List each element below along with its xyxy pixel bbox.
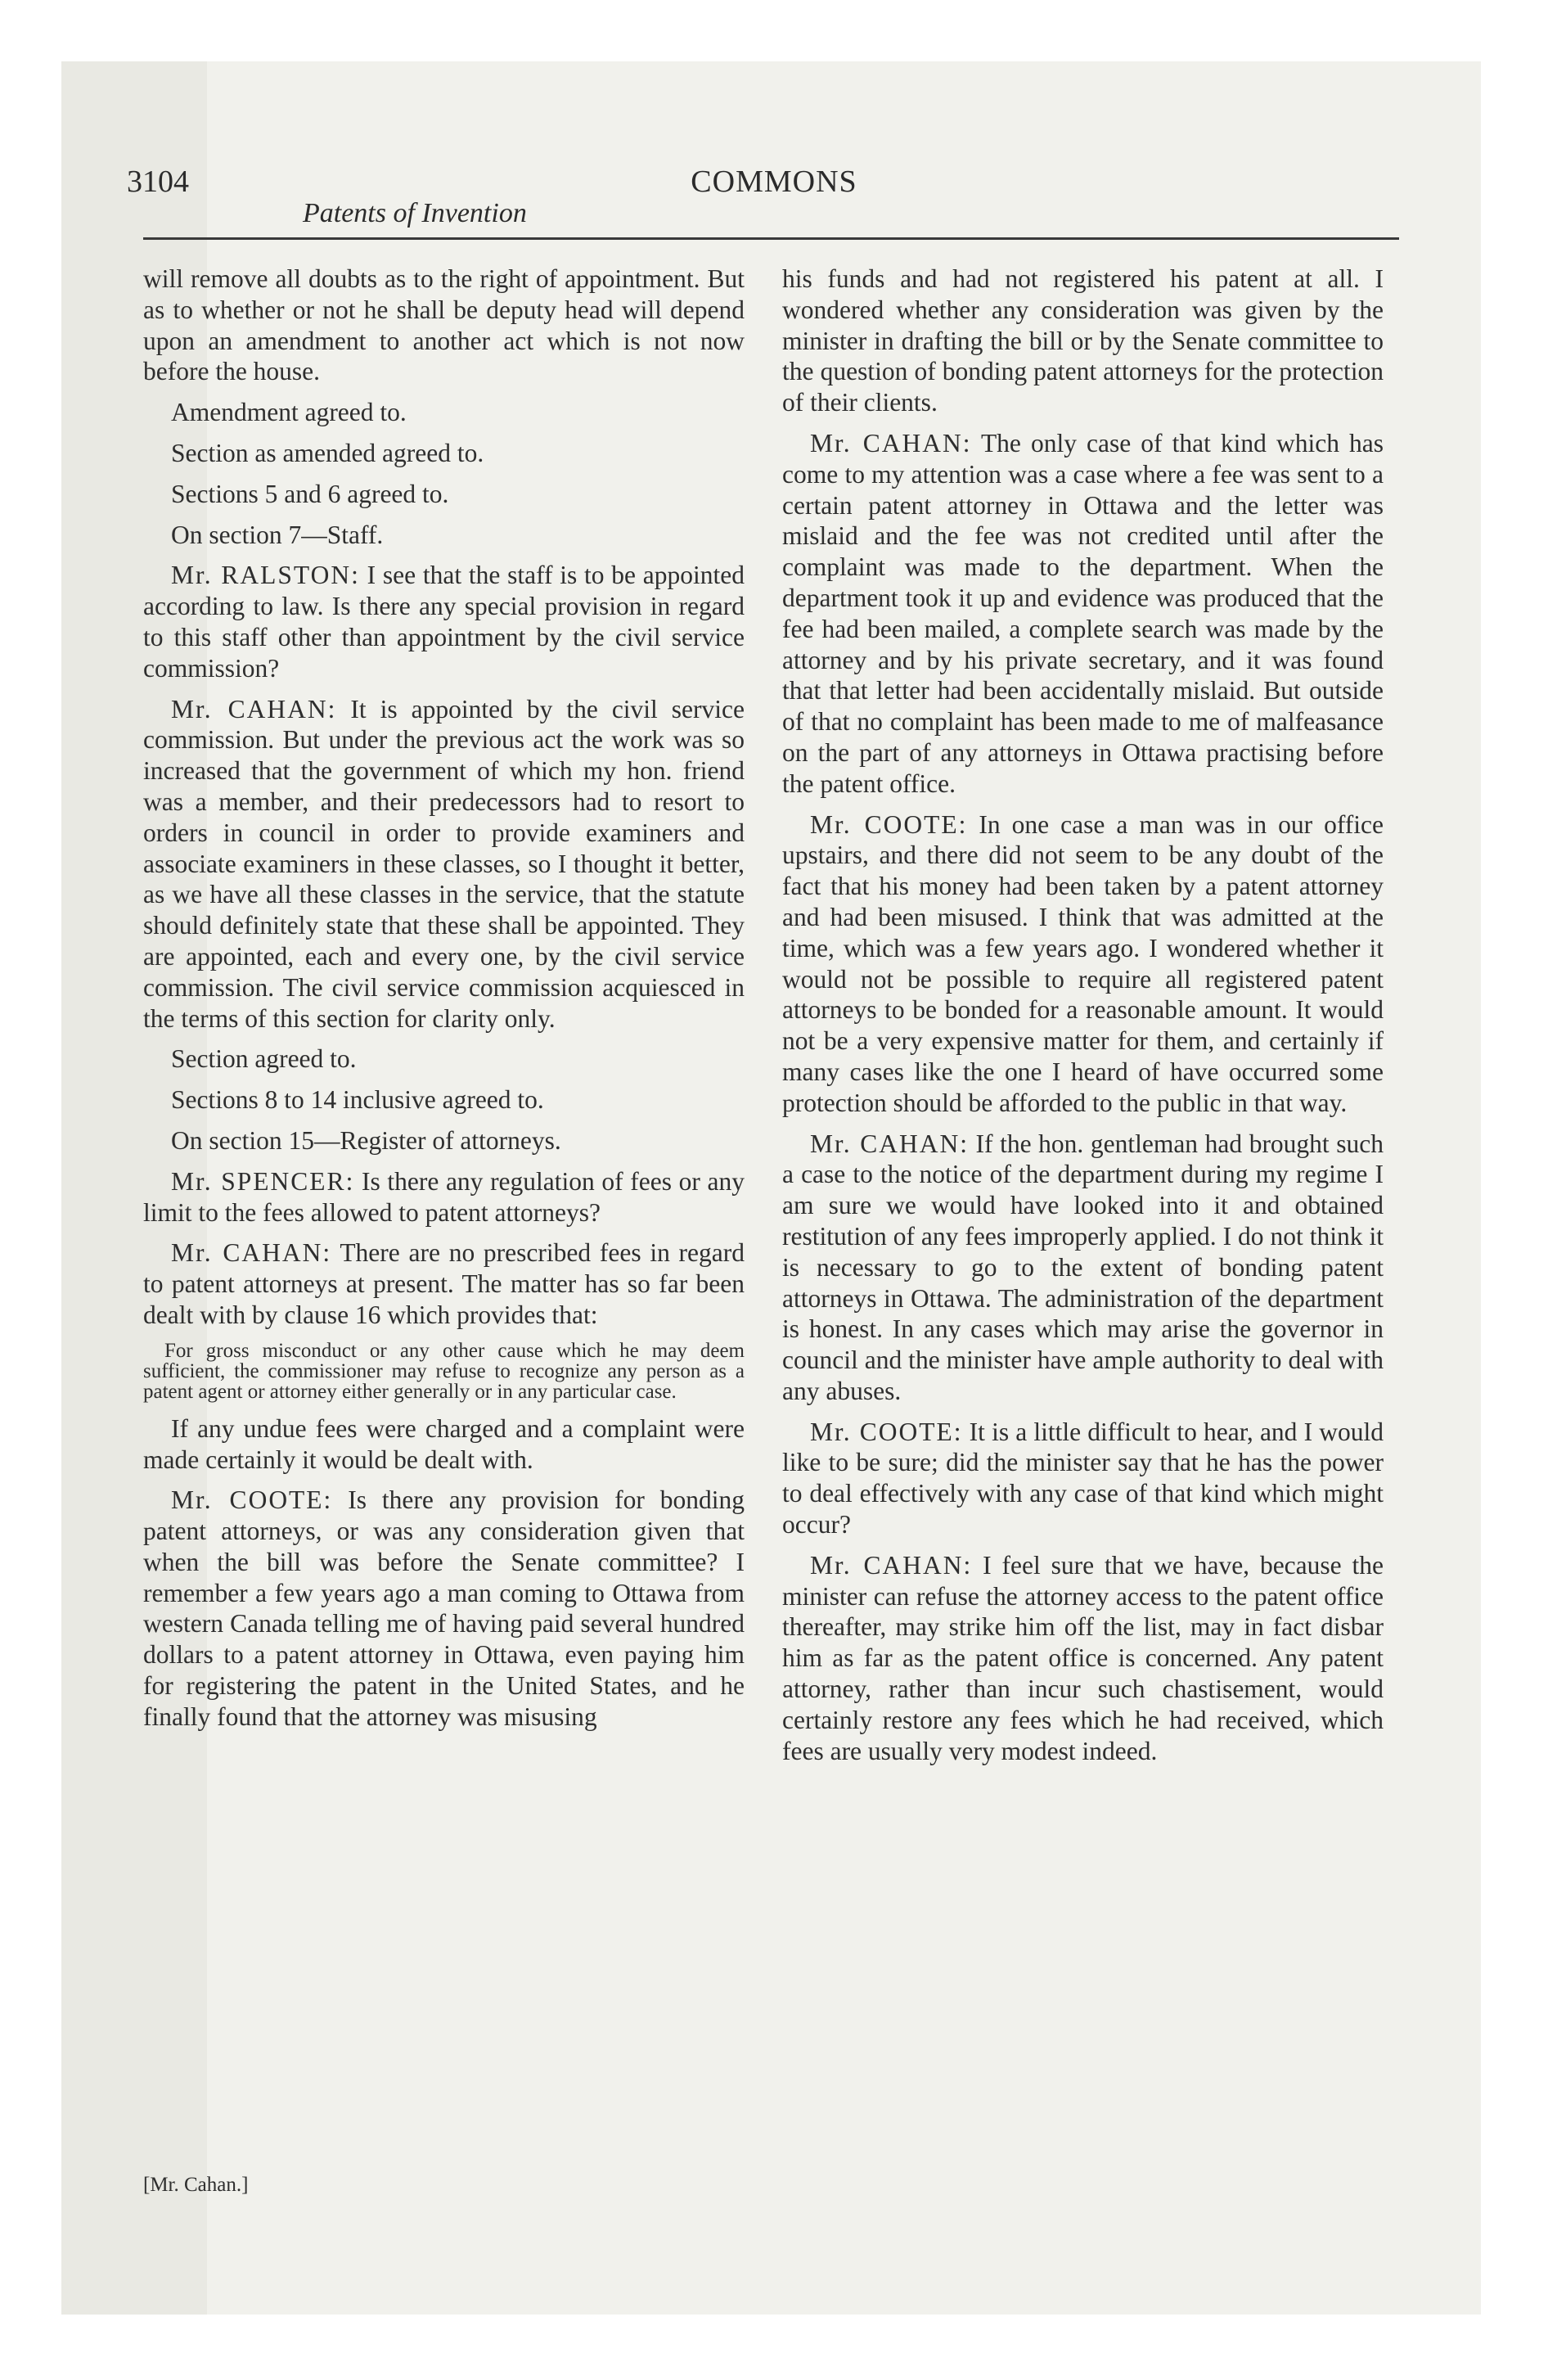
speech: Mr. COOTE: It is a little difficult to hear, and I would like to be sure; did the minister say that he has the power to deal effectively with any case of that kind which might occur? [782,1417,1384,1539]
speech: Mr. CAHAN: There are no prescribed fees in regard to patent attorneys at present. The matter has so far been dealt with by clause 16 which provides that: [143,1238,745,1329]
paragraph: On section 15—Register of attorneys. [171,1125,561,1155]
paragraph: Amendment agreed to. [171,398,407,427]
speech: Mr. RALSTON: I see that the staff is to be appointed according to law. Is there any special provision in regard to this staff other than appointment by the civil service commission? [143,561,745,683]
right-column [782,264,1384,1776]
speaker-name: Mr. COOTE: [810,809,968,839]
speech: Mr. COOTE: Is there any provision for bonding patent attorneys, or was any consideration given that when the bill was before the Senate committee? I remember a few years ago a man coming to Ottawa from western Canada telling me of having paid several hundred dollars to a patent attorney in Ottawa, even paying him for registering the patent in the United States, and he finally found that the attorney was misusing [143,1485,745,1731]
speaker-name: Mr. COOTE: [171,1485,333,1515]
paragraph: Section as amended agreed to. [171,438,484,467]
paragraph: Sections 8 to 14 inclusive agreed to. [171,1085,544,1115]
paragraph: his funds and had not registered his patent at all. I wondered whether any consideration was given by the minister in drafting the bill or by the Senate committee to the question of bonding patent attorneys for the protection of their clients. [782,264,1384,417]
speech: Mr. COOTE: In one case a man was in our office upstairs, and there did not seem to be any doubt of the fact that his money had been taken by a patent attorney and had been misused. I think that was admitted at the time, which was a few years ago. I wondered whether it would not be possible to require all registered patent attorneys to be bonded for a reasonable amount. It would not be a very expensive matter for them, and certainly if many cases like the one I heard of have occurred some protection should be afforded to the public in that way. [782,809,1384,1117]
subject-heading: Patents of Invention [303,198,527,228]
speech: Mr. CAHAN: If the hon. gentleman had brought such a case to the notice of the department during my regime I am sure we would have looked into it and obtained restitution of any fees improperly applied. I do not think it is necessary to go to the extent of bonding patent attorneys in Ottawa. The administration of the department is honest. In any cases which may arise the governor in council and the minister have ample authority to deal with any abuses. [782,1129,1384,1405]
speaker-name: Mr. RALSTON: [171,561,360,590]
speaker-name: Mr. CAHAN: [810,428,972,458]
paragraph: will remove all doubts as to the right of appointment. But as to whether or not he shall be deputy head will depend upon an amendment to another act which is not now before the house. [143,264,745,386]
paragraph: If any undue fees were charged and a complaint were made certainly it would be dealt with. [143,1413,745,1474]
speaker-name: Mr. CAHAN: [810,1550,973,1580]
speech: Mr. SPENCER: Is there any regulation of fees or any limit to the fees allowed to patent attorneys? [143,1166,745,1227]
block-quote: For gross misconduct or any other cause which he may deem sufficient, the commissioner may refuse to recognize any person as a patent agent or attorney either generally or in any particular case. [143,1339,745,1403]
footer-speaker-note: [Mr. Cahan.] [143,2174,249,2196]
header-rule [143,237,1399,240]
speech: Mr. CAHAN: It is appointed by the civil service commission. But under the previous act the work was so increased that the government of which my hon. friend was a member, and their predecessors had to resort to orders in council in order to provide examiners and associate examiners in these classes, so I thought it better, as we have all these classes in the service, that the statute should definitely state that these shall be appointed. They are appointed, each and every one, by the civil service commission. The civil service commission acquiesced in the terms of this section for clarity only. [143,694,745,1033]
paragraph: Sections 5 and 6 agreed to. [171,479,449,508]
paragraph: Section agreed to. [171,1044,357,1074]
speaker-name: Mr. CAHAN: [171,1238,332,1268]
speech: Mr. CAHAN: I feel sure that we have, because the minister can refuse the attorney access to the patent office thereafter, may strike him off the list, may in fact disbar him as far as the patent office is concerned. Any patent attorney, rather than incur such chastisement, would certainly restore any fees which he had received, which fees are usually very modest indeed. [782,1550,1384,1765]
speaker-name: Mr. CAHAN: [810,1129,969,1158]
speaker-name: Mr. CAHAN: [171,694,337,723]
page-number: 3104 [127,165,189,199]
paragraph: On section 7—Staff. [171,520,384,549]
speaker-name: Mr. COOTE: [810,1417,963,1446]
speaker-name: Mr. SPENCER: [171,1166,355,1196]
left-column [143,264,745,1742]
speech: Mr. CAHAN: The only case of that kind which has come to my attention was a case where a fee was sent to a certain patent attorney in Ottawa and the letter was mislaid and the fee was not credited until after the complaint was made to the department. When the department took it up and evidence was produced that the fee had been mailed, a complete search was made by the attorney and by his private secretary, and it was found that that letter had been accidentally mislaid. But outside of that no complaint has been made to me of malfeasance on the part of any attorneys in Ottawa practising before the patent office. [782,428,1384,798]
chamber-heading: COMMONS [691,165,857,199]
